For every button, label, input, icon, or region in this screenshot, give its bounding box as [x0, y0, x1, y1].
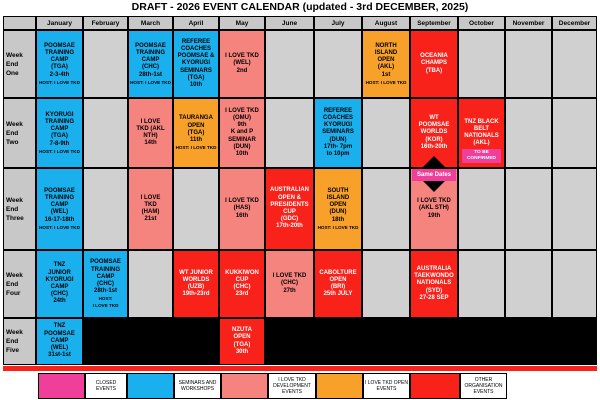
event-host: HOST: I LOVE TKD	[130, 79, 171, 85]
event-text-line: (TGA)	[233, 341, 251, 348]
event-text-line: 2-3-4th	[49, 71, 70, 78]
event-text-line: KUKKIWON	[225, 269, 259, 276]
event-host: HOST: I LOVE TKD	[39, 148, 80, 154]
event-text-line: I LOVE TKD	[272, 273, 307, 280]
empty-cell	[83, 168, 128, 250]
event-text-line: I LOVE TKD	[417, 198, 451, 205]
event-text-line: WT	[429, 114, 439, 121]
event-text-line: CAMP	[96, 273, 115, 280]
event-south-island-open	[314, 168, 362, 250]
event-text-line: PRESIDENTS	[270, 201, 309, 208]
event-text-line: 27th	[283, 287, 296, 294]
event-text-line: SEMINARS	[180, 67, 212, 74]
event-text-line: (CHC)	[142, 64, 159, 71]
legend-other-label: OTHER ORGANISATION EVENTS	[460, 373, 507, 399]
event-text-line: (UZB)	[187, 284, 205, 290]
event-text-line: POOMSAE	[135, 42, 166, 49]
blacked-out-cell	[410, 318, 458, 365]
event-text-line: (HAM)	[141, 209, 160, 215]
event-text-line: CAMP	[141, 57, 160, 64]
event-text-line: I LOVE TKD	[225, 53, 259, 60]
event-host: HOST: I LOVE TKD	[39, 79, 80, 85]
empty-cell	[458, 168, 505, 250]
event-text-line: OPEN	[233, 334, 251, 341]
legend	[3, 371, 597, 400]
blacked-out-cell	[552, 318, 597, 365]
empty-cell	[265, 98, 314, 168]
month-header-april: April	[173, 16, 219, 30]
month-header-august: August	[362, 16, 410, 30]
event-text-line: (TBA)	[425, 67, 443, 74]
legend-open-label: I LOVE TKD OPEN EVENTS	[363, 373, 410, 399]
event-text-line: (TGA)	[51, 64, 68, 71]
month-header-october: October	[458, 16, 505, 30]
arrow-up-icon	[423, 156, 445, 167]
blacked-out-cell	[265, 318, 314, 365]
event-text-line: (WEL)	[233, 60, 251, 67]
event-host: HOST: I LOVE TKD	[175, 145, 217, 151]
empty-cell	[552, 30, 597, 98]
empty-cell	[552, 98, 597, 168]
event-text-line: REFEREE	[323, 107, 353, 114]
header-corner	[3, 16, 36, 30]
event-text-line: AUSTRALIAN	[270, 187, 309, 194]
event-referee-seminar-jul	[314, 98, 362, 168]
event-text-line: 28th-1st	[93, 288, 117, 295]
empty-cell	[83, 30, 128, 98]
event-text-line: 24th	[53, 298, 66, 305]
event-text-line: POOMSAE	[90, 259, 121, 266]
event-text-line: CAMP	[50, 202, 69, 209]
event-text-line: (GDC)	[280, 216, 299, 223]
week-end-label-line: Week	[6, 120, 23, 128]
event-text-line: (WEL)	[50, 345, 69, 352]
event-ilovetkd-akl-mar	[128, 98, 173, 168]
event-text-line: OPEN	[377, 57, 395, 64]
event-text-line: 16-17-18th	[44, 216, 75, 223]
empty-cell	[505, 168, 552, 250]
event-text-line: KYORUGI	[45, 111, 74, 118]
event-nzuta-open	[219, 318, 265, 365]
event-text-line: I LOVE	[140, 118, 161, 125]
event-poomsae-camp-mar-we1	[128, 30, 173, 98]
month-header-february: February	[83, 16, 128, 30]
event-text-line: CUP	[235, 276, 249, 283]
empty-cell	[458, 250, 505, 318]
blacked-out-cell	[362, 318, 410, 365]
event-text-line: CAMP	[50, 126, 69, 133]
week-end-label-line: Week	[6, 51, 23, 59]
legend-development-swatch	[221, 373, 268, 399]
event-ilovetkd-omu	[219, 98, 265, 168]
event-text-line: 17th-20th	[276, 223, 303, 230]
week-end-label-line: End	[6, 280, 19, 288]
week-end-label-line: Four	[6, 289, 21, 297]
event-text-line: POOMSAE	[44, 187, 75, 194]
event-north-island-open	[362, 30, 410, 98]
empty-cell	[362, 98, 410, 168]
empty-cell	[458, 30, 505, 98]
event-text-line: 17th- 7pm	[323, 143, 353, 150]
event-text-line: NZUTA	[232, 327, 252, 334]
event-text-line: 21st	[144, 216, 157, 223]
week-end-label-line: Week	[6, 196, 23, 204]
event-text-line: 16th	[235, 212, 249, 219]
event-text-line: CAMP	[50, 337, 69, 344]
event-text-line: CHAMPS	[420, 60, 447, 67]
event-text-line: POOMSAE	[44, 42, 75, 49]
legend-development-label: I LOVE TKD DEVELOPMENT EVENTS	[268, 373, 316, 399]
event-text-line: TAEKWONDO	[414, 273, 454, 280]
event-text-line: (CHC)	[233, 284, 251, 290]
event-text-line: KYORUGI	[45, 276, 74, 283]
event-tnz-poomsae-camp	[36, 318, 83, 365]
event-text-line: TKD (AKL	[136, 125, 165, 132]
empty-cell	[362, 168, 410, 250]
week-end-label-line: Five	[6, 347, 20, 354]
week-end-label-1	[3, 30, 36, 98]
week-end-label-line: One	[6, 69, 19, 77]
event-text-line: K and P	[230, 129, 254, 136]
event-text-line: TRAINING	[45, 118, 74, 125]
month-header-january: January	[36, 16, 83, 30]
event-text-line: JUNIOR	[48, 269, 71, 276]
event-text-line: (KOR)	[425, 136, 443, 143]
event-text-line: I LOVE TKD	[225, 107, 259, 114]
page-title: DRAFT - 2026 EVENT CALENDAR (updated - 3rd DECEMBER, 2025)	[131, 1, 469, 13]
event-text-line: CAMP	[50, 57, 69, 64]
week-end-label-line: Week	[6, 271, 23, 279]
week-end-label-line: End	[6, 129, 19, 137]
event-text-line: 11th	[189, 136, 202, 143]
event-text-line: TNZ BLACK	[464, 118, 499, 125]
empty-cell	[314, 30, 362, 98]
event-text-line: 1st	[381, 71, 391, 78]
empty-cell	[265, 30, 314, 98]
event-text-line: POOMSAE &	[177, 53, 215, 60]
event-text-line: (CHC)	[97, 281, 114, 287]
event-text-line: NORTH	[375, 42, 397, 49]
event-text-line: 14th	[144, 140, 157, 147]
event-text-line: 10th	[235, 151, 249, 157]
event-text-line: 30th	[235, 348, 249, 355]
event-host: HOST: I LOVE TKD	[365, 79, 407, 85]
month-header-july: July	[314, 16, 362, 30]
event-text-line: (AKL)	[473, 140, 490, 147]
event-text-line: (SYD)	[425, 287, 443, 294]
to-be-confirmed-badge: TO BE CONFIRMED	[462, 149, 501, 163]
event-text-line: WORLDS	[420, 129, 448, 136]
event-text-line: (CHC)	[51, 291, 68, 298]
event-text-line: WT JUNIOR	[179, 269, 213, 276]
event-text-line: 7-8-9th	[49, 140, 70, 147]
event-poomsae-camp-jan-we1	[36, 30, 83, 98]
event-text-line: (TGA)	[187, 129, 205, 136]
empty-cell	[505, 250, 552, 318]
empty-cell	[128, 250, 173, 318]
legend-other-swatch	[410, 373, 460, 399]
blacked-out-cell	[458, 318, 505, 365]
event-poomsae-camp-jan-we3	[36, 168, 83, 250]
event-text-line: 10th	[189, 82, 203, 88]
event-kyorugi-camp-jan	[36, 98, 83, 168]
event-text-line: KYORUGI	[323, 122, 352, 129]
event-text-line: 19th-23rd	[182, 291, 210, 298]
legend-seminars-swatch	[127, 373, 174, 399]
week-end-label-line: Two	[6, 138, 19, 146]
event-text-line: TRAINING	[45, 49, 74, 56]
event-wt-junior-worlds	[173, 250, 219, 318]
blacked-out-cell	[314, 318, 362, 365]
empty-cell	[83, 98, 128, 168]
event-text-line: (DUN)	[329, 209, 347, 216]
event-ilovetkd-wel-may	[219, 30, 265, 98]
blacked-out-cell	[173, 318, 219, 365]
month-header-november: November	[505, 16, 552, 30]
event-text-line: 25th JULY	[323, 291, 353, 298]
event-text-line: COACHES	[180, 45, 211, 52]
event-text-line: TKD	[144, 201, 157, 208]
empty-cell	[362, 250, 410, 318]
event-text-line: TRAINING	[91, 266, 120, 273]
empty-cell	[552, 168, 597, 250]
event-text-line: CABOLTURE	[319, 269, 357, 276]
event-text-line: 28th-1st	[138, 71, 162, 78]
event-text-line: (WEL)	[50, 209, 69, 216]
event-text-line: WORLDS	[182, 276, 210, 283]
event-text-line: (AKL STH)	[419, 205, 449, 212]
blacked-out-cell	[128, 318, 173, 365]
month-header-september: September	[410, 16, 458, 30]
week-end-label-line: End	[6, 338, 19, 345]
event-text-line: BELT	[473, 125, 490, 132]
event-text-line: COACHES	[322, 114, 353, 121]
event-text-line: TNZ	[53, 323, 66, 330]
event-tauranga-open	[173, 98, 219, 168]
event-text-line: 2nd	[236, 67, 248, 74]
event-text-line: 23rd	[235, 291, 249, 298]
event-poomsae-camp-feb	[83, 250, 128, 318]
month-header-march: March	[128, 16, 173, 30]
event-caboolture-open	[314, 250, 362, 318]
same-dates-badge: Same Dates	[412, 169, 456, 181]
event-text-line: (BRI)	[330, 284, 346, 290]
legend-closed-swatch	[38, 373, 85, 399]
event-host: I LOVE TKD	[92, 303, 119, 308]
event-text-line: TNZ	[53, 262, 66, 269]
event-text-line: OPEN	[329, 276, 347, 283]
event-host: HOST: I LOVE TKD	[317, 224, 359, 230]
event-text-line: POOMSAE	[418, 122, 450, 129]
event-text-line: 9th	[237, 122, 247, 129]
event-text-line: (HAS)	[233, 205, 251, 212]
event-text-line: OCEANIA	[420, 53, 448, 60]
event-text-line: SEMINAR	[228, 136, 256, 143]
event-text-line: NATIONALS	[416, 280, 452, 287]
week-end-label-3	[3, 168, 36, 250]
event-text-line: REFEREE	[181, 38, 211, 45]
empty-cell	[173, 168, 219, 250]
blacked-out-cell	[505, 318, 552, 365]
week-end-label-line: Week	[6, 329, 23, 336]
event-text-line: AUSTRALIA	[416, 265, 452, 272]
event-text-line: CAMP	[50, 284, 69, 290]
event-australia-nationals	[410, 250, 458, 318]
event-text-line: TRAINING	[136, 49, 165, 56]
event-oceania-champs	[410, 30, 458, 98]
event-text-line: (OMU)	[233, 114, 251, 121]
legend-seminars-label: SEMINARS AND WORKSHOPS	[174, 373, 221, 399]
event-text-line: KYORUGI	[181, 60, 210, 67]
event-text-line: (AKL)	[377, 64, 395, 71]
empty-cell	[552, 250, 597, 318]
event-text-line: I LOVE TKD	[225, 198, 259, 205]
event-text-line: (TGA)	[187, 74, 205, 81]
event-text-line: 19th	[427, 212, 441, 219]
event-ilovetkd-ham	[128, 168, 173, 250]
event-calendar-grid	[3, 16, 597, 365]
event-text-line: to 10pm	[326, 151, 350, 157]
event-text-line: 18th	[331, 216, 345, 223]
event-text-line: (DUN)	[329, 136, 347, 143]
arrow-down-icon	[423, 181, 445, 192]
event-text-line: (DUN)	[233, 143, 251, 150]
event-australian-open	[265, 168, 314, 250]
empty-cell	[505, 30, 552, 98]
event-text-line: TRAINING	[45, 194, 74, 201]
week-end-label-line: End	[6, 60, 19, 68]
legend-closed-label: CLOSED EVENTS	[85, 373, 127, 399]
event-ilovetkd-has	[219, 168, 265, 250]
event-host: HOST: I LOVE TKD	[39, 224, 80, 230]
event-text-line: TAURANGA	[179, 115, 213, 122]
event-referee-seminar-apr	[173, 30, 219, 98]
month-header-december: December	[552, 16, 597, 30]
month-header-may: May	[219, 16, 265, 30]
week-end-label-5	[3, 318, 36, 365]
event-text-line: SOUTH	[327, 187, 349, 194]
week-end-label-4	[3, 250, 36, 318]
week-end-label-line: End	[6, 205, 19, 213]
event-text-line: CUP	[283, 209, 296, 215]
event-text-line: 27-28 SEP	[419, 294, 449, 301]
event-text-line: (CHC)	[281, 280, 298, 287]
month-header-june: June	[265, 16, 314, 30]
event-kukkiwon-cup	[219, 250, 265, 318]
event-ilovetkd-chc	[265, 250, 314, 318]
event-tnz-junior-kyorugi	[36, 250, 83, 318]
event-text-line: OPEN	[187, 122, 205, 129]
legend-open-swatch	[316, 373, 363, 399]
event-text-line: POOMSAE	[44, 330, 75, 337]
event-host: HOST:	[98, 296, 113, 302]
event-text-line: I LOVE	[140, 194, 161, 201]
week-end-label-2	[3, 98, 36, 168]
event-text-line: (TGA)	[51, 133, 68, 140]
event-text-line: OPEN	[329, 202, 347, 209]
event-text-line: OPEN &	[277, 194, 301, 201]
event-text-line: ISLAND	[326, 194, 350, 201]
event-text-line: NATIONALS	[464, 133, 499, 139]
week-end-label-line: Three	[6, 214, 24, 222]
event-text-line: 16th-20th	[420, 143, 448, 150]
event-text-line: SEMINARS	[322, 129, 354, 136]
event-text-line: NTH)	[143, 133, 158, 139]
event-text-line: ISLAND	[374, 49, 398, 56]
empty-cell	[505, 98, 552, 168]
event-text-line: 31st-1st	[48, 352, 71, 359]
blacked-out-cell	[83, 318, 128, 365]
